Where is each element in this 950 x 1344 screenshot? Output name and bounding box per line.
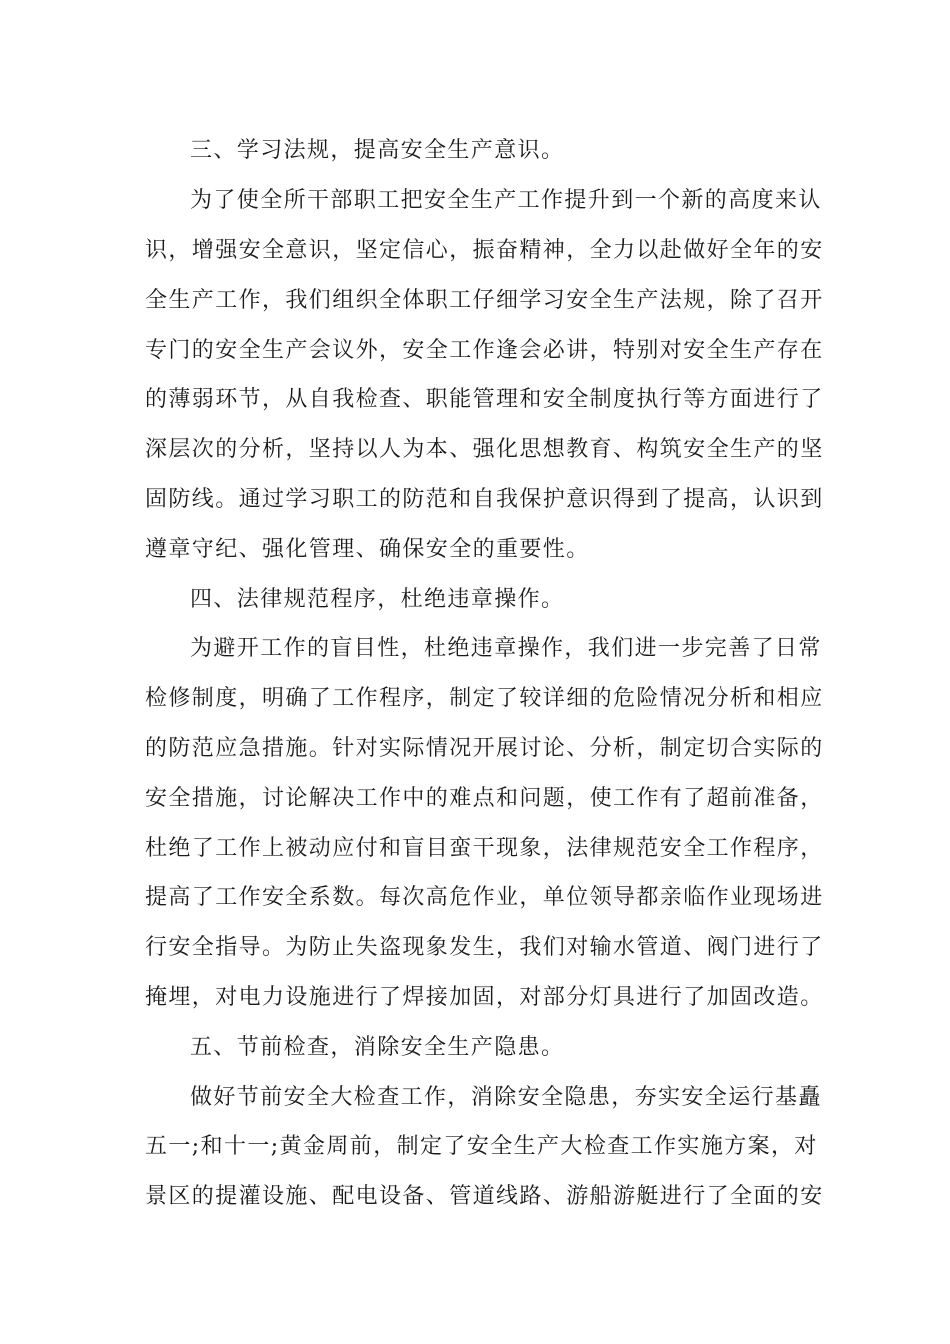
paragraph-line: 遵章守纪、强化管理、确保安全的重要性。	[145, 537, 590, 562]
paragraph-line: 安全措施，讨论解决工作中的难点和问题，使工作有了超前准备，	[145, 786, 824, 811]
paragraph-line: 的薄弱环节，从自我检查、职能管理和安全制度执行等方面进行了	[145, 387, 824, 412]
paragraph-line: 识，增强安全意识，坚定信心，振奋精神，全力以赴做好全年的安	[145, 238, 824, 263]
paragraph-line: 全生产工作，我们组织全体职工仔细学习安全生产法规，除了召开	[145, 288, 824, 313]
paragraph-line: 杜绝了工作上被动应付和盲目蛮干现象，法律规范安全工作程序，	[145, 836, 824, 861]
paragraph-line: 专门的安全生产会议外，安全工作逢会必讲，特别对安全生产存在	[145, 338, 824, 363]
paragraph-line: 为了使全所干部职工把安全生产工作提升到一个新的高度来认	[190, 188, 822, 213]
paragraph-line: 为避开工作的盲目性，杜绝违章操作，我们进一步完善了日常	[190, 636, 822, 661]
paragraph-line: 做好节前安全大检查工作，消除安全隐患，夯实安全运行基矗	[190, 1085, 822, 1110]
paragraph-line: 掩埋，对电力设施进行了焊接加固，对部分灯具进行了加固改造。	[145, 985, 824, 1010]
paragraph-line: 五一;和十一;黄金周前，制定了安全生产大检查工作实施方案，对	[145, 1134, 818, 1159]
heading-section-3: 三、学习法规，提高安全生产意识。	[190, 138, 565, 163]
paragraph-line: 景区的提灌设施、配电设备、管道线路、游船游艇进行了全面的安	[145, 1184, 824, 1209]
paragraph-line: 检修制度，明确了工作程序，制定了较详细的危险情况分析和相应	[145, 686, 824, 711]
heading-section-4: 四、法律规范程序，杜绝违章操作。	[190, 587, 565, 612]
paragraph-line: 提高了工作安全系数。每次高危作业，单位领导都亲临作业现场进	[145, 885, 824, 910]
paragraph-line: 深层次的分析，坚持以人为本、强化思想教育、构筑安全生产的坚	[145, 437, 824, 462]
paragraph-line: 固防线。通过学习职工的防范和自我保护意识得到了提高，认识到	[145, 487, 824, 512]
heading-section-5: 五、节前检查，消除安全生产隐患。	[190, 1035, 565, 1060]
paragraph-line: 行安全指导。为防止失盗现象发生，我们对输水管道、阀门进行了	[145, 935, 824, 960]
paragraph-line: 的防范应急措施。针对实际情况开展讨论、分析，制定切合实际的	[145, 736, 824, 761]
